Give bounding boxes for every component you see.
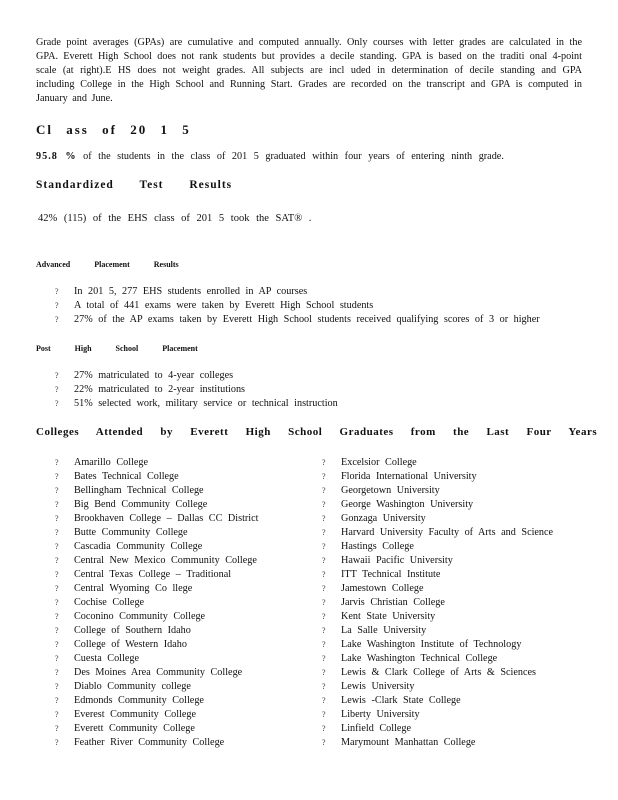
list-item-label: Jamestown College xyxy=(341,583,424,594)
list-item-label: Central Wyoming Co llege xyxy=(74,583,193,594)
graduation-text: of the students in the class of 201 5 graduated within four years of entering ninth grade. xyxy=(83,151,504,162)
bullet-glyph: ? xyxy=(55,514,59,523)
list-item-label: Lewis & Clark College of Arts & Sciences xyxy=(341,667,537,678)
bullet-glyph: ? xyxy=(322,500,326,509)
bullet-glyph: ? xyxy=(322,542,326,551)
list-item xyxy=(322,498,553,512)
list-item xyxy=(55,666,258,680)
list-item-label: 51% selected work, military service or technical instruction xyxy=(74,398,338,409)
list-item xyxy=(322,540,553,554)
list-item xyxy=(322,456,553,470)
list-item xyxy=(322,484,553,498)
list-item xyxy=(55,554,258,568)
bullet-glyph: ? xyxy=(55,500,59,509)
list-item-label: La Salle University xyxy=(341,625,427,636)
list-item-label: Feather River Community College xyxy=(74,737,225,748)
list-item xyxy=(55,397,338,411)
list-item xyxy=(322,582,553,596)
list-item-label: 22% matriculated to 2-year institutions xyxy=(74,384,246,395)
bullet-glyph: ? xyxy=(322,514,326,523)
list-item xyxy=(322,624,553,638)
bullet-glyph: ? xyxy=(322,556,326,565)
list-item-label: Hastings College xyxy=(341,541,414,552)
bullet-glyph: ? xyxy=(55,598,59,607)
ap-results-list xyxy=(55,285,540,327)
bullet-glyph: ? xyxy=(322,528,326,537)
list-item-label: Central New Mexico Community College xyxy=(74,555,257,566)
bullet-glyph: ? xyxy=(55,287,59,296)
bullet-glyph: ? xyxy=(322,696,326,705)
bullet-glyph: ? xyxy=(55,542,59,551)
list-item xyxy=(322,652,553,666)
list-item xyxy=(55,736,258,750)
bullet-glyph: ? xyxy=(322,654,326,663)
list-item-label: Everest Community College xyxy=(74,709,197,720)
bullet-glyph: ? xyxy=(55,668,59,677)
list-item-label: Excelsior College xyxy=(341,457,417,468)
bullet-glyph: ? xyxy=(322,612,326,621)
list-item-label: Cascadia Community College xyxy=(74,541,203,552)
bullet-glyph: ? xyxy=(55,570,59,579)
bullet-glyph: ? xyxy=(55,682,59,691)
list-item-label: Liberty University xyxy=(341,709,420,720)
list-item xyxy=(55,526,258,540)
list-item-label: A total of 441 exams were taken by Everett High School students xyxy=(74,300,374,311)
list-item xyxy=(322,638,553,652)
list-item-label: Marymount Manhattan College xyxy=(341,737,476,748)
list-item xyxy=(55,582,258,596)
list-item xyxy=(55,708,258,722)
list-item xyxy=(322,722,553,736)
bullet-glyph: ? xyxy=(55,556,59,565)
bullet-glyph: ? xyxy=(322,598,326,607)
list-item-label: College of Western Idaho xyxy=(74,639,187,650)
list-item xyxy=(55,299,540,313)
list-item xyxy=(55,680,258,694)
list-item-label: College of Southern Idaho xyxy=(74,625,191,636)
bullet-glyph: ? xyxy=(55,458,59,467)
list-item xyxy=(55,624,258,638)
list-item xyxy=(55,540,258,554)
bullet-glyph: ? xyxy=(55,371,59,380)
bullet-glyph: ? xyxy=(55,472,59,481)
list-item xyxy=(55,722,258,736)
list-item xyxy=(55,610,258,624)
list-item xyxy=(322,596,553,610)
bullet-glyph: ? xyxy=(322,486,326,495)
list-item xyxy=(322,526,553,540)
list-item xyxy=(322,470,553,484)
list-item-label: In 201 5, 277 EHS students enrolled in AP courses xyxy=(74,286,308,297)
list-item xyxy=(55,484,258,498)
list-item xyxy=(55,596,258,610)
list-item xyxy=(322,666,553,680)
bullet-glyph: ? xyxy=(55,385,59,394)
list-item-label: Lake Washington Institute of Technology xyxy=(341,639,522,650)
list-item-label: Georgetown University xyxy=(341,485,440,496)
graduation-rate-line xyxy=(36,151,504,162)
list-item-label: Gonzaga University xyxy=(341,513,426,524)
bullet-glyph: ? xyxy=(55,399,59,408)
class-heading: Cl ass of 20 1 5 xyxy=(36,122,191,137)
colleges-attended-heading: Colleges Attended by Everett High School Graduates from the Last Four Years xyxy=(36,426,598,438)
graduation-percent: 95.8 % xyxy=(36,151,77,162)
bullet-glyph: ? xyxy=(322,724,326,733)
bullet-glyph: ? xyxy=(322,570,326,579)
bullet-glyph: ? xyxy=(55,696,59,705)
list-item-label: 27% matriculated to 4-year colleges xyxy=(74,370,234,381)
list-item-label: George Washington University xyxy=(341,499,474,510)
bullet-glyph: ? xyxy=(322,682,326,691)
list-item-label: Jarvis Christian College xyxy=(341,597,445,608)
list-item xyxy=(55,638,258,652)
bullet-glyph: ? xyxy=(322,710,326,719)
colleges-left-column xyxy=(55,456,258,750)
list-item-label: Amarillo College xyxy=(74,457,149,468)
list-item xyxy=(55,694,258,708)
list-item xyxy=(55,498,258,512)
list-item xyxy=(55,568,258,582)
list-item-label: Florida International University xyxy=(341,471,477,482)
bullet-glyph: ? xyxy=(55,612,59,621)
bullet-glyph: ? xyxy=(55,640,59,649)
list-item-label: Lewis -Clark State College xyxy=(341,695,461,706)
list-item-label: Des Moines Area Community College xyxy=(74,667,243,678)
ap-results-heading: Advanced Placement Results xyxy=(36,260,179,269)
bullet-glyph: ? xyxy=(55,486,59,495)
bullet-glyph: ? xyxy=(322,472,326,481)
list-item xyxy=(322,568,553,582)
bullet-glyph: ? xyxy=(55,738,59,747)
list-item-label: Butte Community College xyxy=(74,527,188,538)
list-item-label: Everett Community College xyxy=(74,723,195,734)
bullet-glyph: ? xyxy=(322,626,326,635)
list-item xyxy=(322,680,553,694)
bullet-glyph: ? xyxy=(322,458,326,467)
list-item xyxy=(322,708,553,722)
list-item-label: Central Texas College – Traditional xyxy=(74,569,232,580)
sat-line: 42% (115) of the EHS class of 201 5 took the SAT® . xyxy=(38,213,312,224)
list-item-label: Linfield College xyxy=(341,723,412,734)
list-item xyxy=(55,470,258,484)
bullet-glyph: ? xyxy=(322,640,326,649)
list-item xyxy=(322,512,553,526)
list-item-label: ITT Technical Institute xyxy=(341,569,441,580)
post-placement-heading: Post High School Placement xyxy=(36,344,198,353)
list-item-label: Cuesta College xyxy=(74,653,139,664)
list-item-label: Big Bend Community College xyxy=(74,499,208,510)
list-item xyxy=(55,369,338,383)
list-item-label: Edmonds Community College xyxy=(74,695,204,706)
bullet-glyph: ? xyxy=(55,315,59,324)
bullet-glyph: ? xyxy=(55,528,59,537)
list-item xyxy=(55,383,338,397)
standardized-test-heading: Standardized Test Results xyxy=(36,179,233,191)
list-item xyxy=(55,652,258,666)
gpa-intro-paragraph: Grade point averages (GPAs) are cumulative and computed annually. Only courses with letter grades are calculated in the GPA. Everett High School does not rank students but provides a decile standing. GPA is based on the traditi onal 4-point scale (at right).E HS does not weight grades. All subjects are incl uded in determination of decile standing and GPA including College in the High School and Running Start. Grades are recorded on the transcript and GPA is computed in January and June. xyxy=(36,37,582,104)
list-item-label: Cochise College xyxy=(74,597,145,608)
list-item-label: Lewis University xyxy=(341,681,415,692)
list-item xyxy=(55,512,258,526)
bullet-glyph: ? xyxy=(55,626,59,635)
list-item-label: Brookhaven College – Dallas CC District xyxy=(74,513,259,524)
list-item-label: Bellingham Technical College xyxy=(74,485,204,496)
list-item xyxy=(322,694,553,708)
bullet-glyph: ? xyxy=(55,301,59,310)
list-item xyxy=(55,285,540,299)
list-item-label: 27% of the AP exams taken by Everett High School students received qualifying scores of 3 or higher xyxy=(74,314,540,325)
list-item-label: Hawaii Pacific University xyxy=(341,555,453,566)
list-item xyxy=(55,313,540,327)
list-item xyxy=(322,736,553,750)
list-item-label: Lake Washington Technical College xyxy=(341,653,498,664)
list-item-label: Kent State University xyxy=(341,611,436,622)
colleges-right-column xyxy=(322,456,553,750)
list-item xyxy=(322,610,553,624)
list-item xyxy=(322,554,553,568)
list-item xyxy=(55,456,258,470)
bullet-glyph: ? xyxy=(55,724,59,733)
list-item-label: Coconino Community College xyxy=(74,611,206,622)
bullet-glyph: ? xyxy=(55,710,59,719)
bullet-glyph: ? xyxy=(322,584,326,593)
list-item-label: Diablo Community college xyxy=(74,681,191,692)
bullet-glyph: ? xyxy=(55,584,59,593)
post-placement-list xyxy=(55,369,338,411)
list-item-label: Harvard University Faculty of Arts and Science xyxy=(341,527,554,538)
bullet-glyph: ? xyxy=(322,738,326,747)
bullet-glyph: ? xyxy=(55,654,59,663)
bullet-glyph: ? xyxy=(322,668,326,677)
list-item-label: Bates Technical College xyxy=(74,471,179,482)
